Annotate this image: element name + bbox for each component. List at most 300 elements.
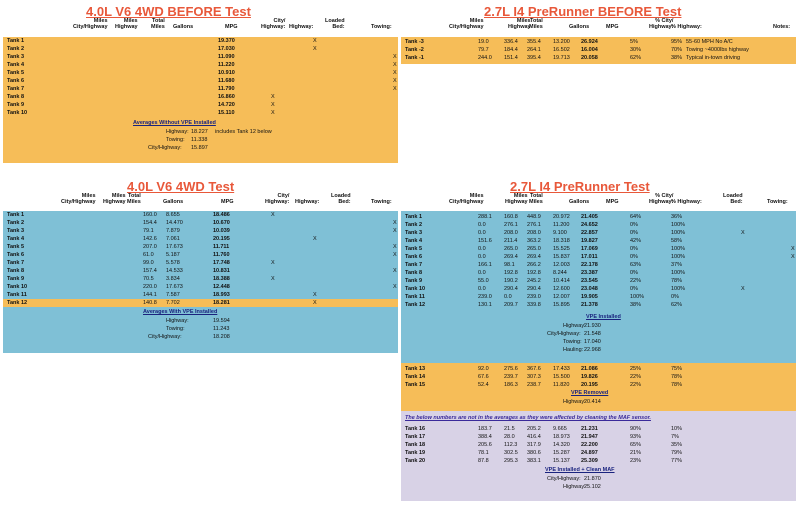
city-mark: X — [271, 102, 275, 108]
tank-label: Tank 1 — [405, 214, 423, 220]
total-miles: 367.6 — [527, 366, 541, 372]
header-mpg: MPG — [606, 199, 619, 205]
gallons: 12.600 — [553, 286, 570, 292]
total-miles: 276.1 — [527, 222, 541, 228]
highway-mark: X — [313, 292, 317, 298]
city-mark: X — [271, 260, 275, 266]
header-total: Total Miles — [151, 18, 165, 30]
table-row — [3, 227, 398, 235]
tank-label: Tank 14 — [405, 374, 426, 380]
total-miles: 265.0 — [527, 246, 541, 252]
avg-label: City/Highway: — [547, 331, 581, 337]
header-highway: Highway: — [295, 199, 320, 205]
mpg-value: 16.860 — [218, 94, 235, 100]
tank-label: Tank -3 — [405, 39, 424, 45]
mpg-value: 18.388 — [213, 276, 230, 282]
table-row — [3, 299, 398, 307]
q3-title: 4.0L V6 4WD Test — [127, 179, 235, 194]
total-miles: 140.8 — [143, 300, 157, 306]
table-row — [3, 219, 398, 227]
avg-label: Towing: — [563, 339, 582, 345]
header-miles_ch: Miles City/Highway — [449, 18, 484, 30]
header-total: Total Miles — [529, 18, 543, 30]
pct-city: 64% — [630, 214, 642, 220]
gallons: 5.578 — [166, 260, 180, 266]
tank-label: Tank 8 — [7, 94, 25, 100]
mpg-value: 21.086 — [581, 366, 598, 372]
table-row — [3, 69, 398, 77]
table-row — [401, 46, 796, 54]
total-miles: 70.5 — [143, 276, 154, 282]
table-row — [401, 261, 796, 269]
mpg-value: 11.760 — [213, 252, 230, 258]
gallons: 11.820 — [553, 382, 570, 388]
highway-mark: X — [313, 38, 317, 44]
mpg-value: 18.281 — [213, 300, 230, 306]
tank-label: Tank 8 — [405, 270, 423, 276]
mpg-value: 17.011 — [581, 254, 598, 260]
tank-label: Tank 6 — [405, 254, 423, 260]
towing-mark: X — [393, 54, 397, 60]
header-gallons: Gallons — [569, 199, 590, 205]
miles-city: 0.0 — [478, 222, 486, 228]
header-towing: Towing: — [371, 24, 392, 30]
city-mark: X — [271, 94, 275, 100]
header-city: City/ Highway: — [265, 193, 290, 205]
gallons: 14.470 — [166, 220, 183, 226]
total-miles: 264.1 — [527, 47, 541, 53]
avg-value: 11.338 — [191, 137, 208, 143]
clean-title: VPE Installed + Clean MAF — [545, 467, 615, 473]
city-mark: X — [271, 212, 275, 218]
towing-mark: X — [393, 228, 397, 234]
tank-label: Tank -1 — [405, 55, 424, 61]
miles-highway: 276.1 — [504, 222, 518, 228]
table-row — [3, 45, 398, 53]
mpg-value: 18.486 — [213, 212, 230, 218]
tank-label: Tank 1 — [7, 212, 25, 218]
towing-mark: X — [791, 246, 795, 252]
header-pct_hw: % Highway: — [671, 24, 702, 30]
gallons: 12.007 — [553, 294, 570, 300]
tank-label: Tank 5 — [7, 70, 25, 76]
pct-highway: 100% — [671, 286, 686, 292]
pct-highway: 100% — [671, 246, 686, 252]
table-row — [3, 267, 398, 275]
vpe-title: VPE Installed — [586, 314, 621, 320]
miles-highway: 336.4 — [504, 39, 518, 45]
pct-highway: 100% — [671, 230, 686, 236]
header-miles_hw: Miles Highway — [505, 193, 528, 205]
q3-table — [3, 211, 398, 353]
tank-label: Tank 18 — [405, 442, 426, 448]
total-miles: 208.0 — [527, 230, 541, 236]
mpg-value: 25.309 — [581, 458, 598, 464]
miles-city: 19.0 — [478, 39, 489, 45]
pct-city: 90% — [630, 426, 642, 432]
gallons: 7.702 — [166, 300, 180, 306]
mpg-value: 14.720 — [218, 102, 235, 108]
table-row — [401, 433, 796, 441]
avg-value: 20.414 — [584, 399, 601, 405]
mpg-value: 23.545 — [581, 278, 598, 284]
removed-title: VPE Removed — [571, 390, 609, 396]
total-miles: 266.2 — [527, 262, 541, 268]
pct-city: 62% — [630, 55, 642, 61]
table-row — [3, 243, 398, 251]
q1-table — [3, 37, 398, 163]
miles-city: 0.0 — [478, 254, 486, 260]
pct-city: 22% — [630, 374, 642, 380]
miles-city: 288.1 — [478, 214, 492, 220]
towing-mark: X — [393, 268, 397, 274]
table-row — [401, 229, 796, 237]
miles-highway: 209.7 — [504, 302, 518, 308]
header-gallons: Gallons — [173, 24, 194, 30]
header-mpg: MPG — [221, 199, 234, 205]
q4-title: 2.7L I4 PreRunner Test — [510, 179, 650, 194]
table-row — [401, 221, 796, 229]
tank-label: Tank 9 — [405, 278, 423, 284]
miles-highway: 211.4 — [504, 238, 518, 244]
pct-city: 93% — [630, 434, 642, 440]
header-total: Total Miles — [529, 193, 543, 205]
avg-label: Highway: — [563, 399, 586, 405]
table-row — [3, 77, 398, 85]
header-pct_city: % City/ Highway: — [649, 193, 674, 205]
mpg-value: 22.857 — [581, 230, 598, 236]
tank-label: Tank 7 — [405, 262, 423, 268]
pct-city: 23% — [630, 458, 642, 464]
pct-highway: 100% — [671, 270, 686, 276]
gallons: 15.137 — [553, 458, 570, 464]
miles-highway: 98.1 — [504, 262, 515, 268]
header-total: Total Miles — [127, 193, 141, 205]
tank-label: Tank 6 — [7, 78, 25, 84]
miles-city: 205.6 — [478, 442, 492, 448]
tank-label: Tank 9 — [7, 276, 25, 282]
loaded-mark: X — [741, 230, 745, 236]
header-miles_hw: Miles Highway — [508, 18, 531, 30]
mpg-value: 11.790 — [218, 86, 235, 92]
table-row — [3, 37, 398, 45]
gallons: 17.433 — [553, 366, 570, 372]
gallons: 15.837 — [553, 254, 570, 260]
mpg-value: 12.448 — [213, 284, 230, 290]
table-row — [401, 381, 796, 389]
gallons: 14.320 — [553, 442, 570, 448]
pct-highway: 75% — [671, 366, 683, 372]
gallons: 8.244 — [553, 270, 567, 276]
mpg-value: 22.200 — [581, 442, 598, 448]
tank-label: Tank 11 — [405, 294, 425, 300]
total-miles: 192.8 — [527, 270, 541, 276]
miles-highway: 160.8 — [504, 214, 518, 220]
mpg-value: 19.905 — [581, 294, 598, 300]
mpg-value: 19.826 — [581, 374, 598, 380]
header-pct_hw: % Highway: — [671, 199, 702, 205]
note: Typical in-town driving — [686, 55, 741, 61]
gallons: 14.533 — [166, 268, 183, 274]
avg-value: 25.102 — [584, 484, 601, 490]
total-miles: 355.4 — [527, 39, 541, 45]
total-miles: 160.0 — [143, 212, 157, 218]
pct-city: 0% — [630, 286, 638, 292]
total-miles: 207.0 — [143, 244, 157, 250]
table-row — [3, 109, 398, 117]
header-loaded: Loaded Bed: — [325, 18, 345, 30]
table-row — [3, 85, 398, 93]
gallons: 12.003 — [553, 262, 570, 268]
tank-label: Tank 16 — [405, 426, 426, 432]
header-miles_hw: Miles Highway — [103, 193, 126, 205]
tank-label: Tank 5 — [7, 244, 25, 250]
mpg-value: 19.827 — [581, 238, 598, 244]
miles-city: 244.0 — [478, 55, 492, 61]
mpg-value: 11.090 — [218, 54, 235, 60]
gallons: 18.973 — [553, 434, 570, 440]
table-row — [401, 285, 796, 293]
mpg-value: 11.220 — [218, 62, 235, 68]
miles-city: 388.4 — [478, 434, 492, 440]
miles-highway: 265.0 — [504, 246, 518, 252]
gallons: 8.655 — [166, 212, 180, 218]
total-miles: 380.6 — [527, 450, 541, 456]
mpg-value: 24.897 — [581, 450, 598, 456]
miles-highway: 0.0 — [504, 294, 512, 300]
miles-city: 67.6 — [478, 374, 489, 380]
pct-city: 30% — [630, 47, 642, 53]
pct-city: 5% — [630, 39, 638, 45]
highway-mark: X — [313, 236, 317, 242]
pct-city: 38% — [630, 302, 642, 308]
avg-value: 21.930 — [584, 323, 601, 329]
tank-label: Tank 10 — [7, 284, 28, 290]
miles-city: 183.7 — [478, 426, 492, 432]
tank-label: Tank 3 — [405, 230, 423, 236]
tank-label: Tank 7 — [7, 260, 25, 266]
header-towing: Towing: — [767, 199, 788, 205]
total-miles: 339.8 — [527, 302, 541, 308]
header-miles_hw: Miles Highway — [115, 18, 138, 30]
table-row — [3, 101, 398, 109]
total-miles: 61.0 — [143, 252, 154, 258]
miles-highway: 290.4 — [504, 286, 518, 292]
pct-city: 0% — [630, 230, 638, 236]
tank-label: Tank 19 — [405, 450, 426, 456]
miles-highway: 239.7 — [504, 374, 518, 380]
avg-value: 15.897 — [191, 145, 208, 151]
pct-highway: 10% — [671, 426, 683, 432]
pct-highway: 78% — [671, 382, 683, 388]
table-row — [3, 259, 398, 267]
tank-label: Tank 7 — [7, 86, 25, 92]
pct-highway: 58% — [671, 238, 683, 244]
miles-highway: 295.3 — [504, 458, 518, 464]
tank-label: Tank 2 — [7, 220, 25, 226]
gallons: 7.061 — [166, 236, 180, 242]
tank-label: Tank 1 — [7, 38, 25, 44]
pct-highway: 70% — [671, 47, 683, 53]
miles-city: 55.0 — [478, 278, 489, 284]
header-pct_city: % City/ Highway: — [649, 18, 674, 30]
miles-city: 0.0 — [478, 230, 486, 236]
towing-mark: X — [393, 284, 397, 290]
mpg-value: 10.670 — [213, 220, 230, 226]
miles-highway: 208.0 — [504, 230, 518, 236]
avg-value: 11.243 — [213, 326, 230, 332]
total-miles: 144.1 — [143, 292, 157, 298]
towing-mark: X — [393, 78, 397, 84]
avg-label: Highway: — [166, 318, 189, 324]
gallons: 18.318 — [553, 238, 570, 244]
q2-table — [401, 37, 796, 64]
pct-highway: 100% — [671, 222, 686, 228]
towing-mark: X — [393, 220, 397, 226]
tank-label: Tank 9 — [7, 102, 25, 108]
total-miles: 239.0 — [527, 294, 541, 300]
towing-mark: X — [393, 70, 397, 76]
header-towing: Towing: — [371, 199, 392, 205]
pct-highway: 37% — [671, 262, 683, 268]
tank-label: Tank 5 — [405, 246, 423, 252]
city-mark: X — [271, 110, 275, 116]
gallons: 15.287 — [553, 450, 570, 456]
pct-highway: 100% — [671, 254, 686, 260]
table-row — [401, 365, 796, 373]
miles-city: 151.6 — [478, 238, 492, 244]
miles-highway: 186.3 — [504, 382, 518, 388]
table-row — [401, 269, 796, 277]
table-row — [401, 54, 796, 62]
gallons: 5.187 — [166, 252, 180, 258]
towing-mark: X — [393, 244, 397, 250]
mpg-value: 23.048 — [581, 286, 598, 292]
tank-label: Tank 6 — [7, 252, 25, 258]
total-miles: 383.1 — [527, 458, 541, 464]
gallons: 7.587 — [166, 292, 180, 298]
avg-value: 18.227 — [191, 129, 208, 135]
mpg-value: 15.110 — [218, 110, 235, 116]
gallons: 7.879 — [166, 228, 180, 234]
header-city: City/ Highway: — [261, 18, 286, 30]
avg-label: City/Highway: — [547, 476, 581, 482]
table-row — [3, 235, 398, 243]
gallons: 15.895 — [553, 302, 570, 308]
avg-label: Towing: — [166, 326, 185, 332]
avg-label: Hauling: — [563, 347, 584, 353]
tank-label: Tank 10 — [7, 110, 28, 116]
table-row — [3, 211, 398, 219]
tank-label: Tank 12 — [7, 300, 28, 306]
avg-value: 21.870 — [584, 476, 601, 482]
tank-label: Tank 3 — [7, 54, 25, 60]
table-row — [3, 283, 398, 291]
towing-mark: X — [393, 252, 397, 258]
tank-label: Tank 17 — [405, 434, 426, 440]
pct-highway: 38% — [671, 55, 683, 61]
pct-highway: 77% — [671, 458, 683, 464]
table-row — [401, 245, 796, 253]
pct-highway: 79% — [671, 450, 683, 456]
mpg-value: 23.387 — [581, 270, 598, 276]
table-row — [3, 93, 398, 101]
q2-title: 2.7L I4 PreRunner BEFORE Test — [484, 4, 682, 19]
mpg-value: 11.680 — [218, 78, 235, 84]
avg-label: City/Highway: — [148, 145, 182, 151]
miles-city: 79.7 — [478, 47, 489, 53]
pct-highway: 78% — [671, 374, 683, 380]
miles-highway: 302.5 — [504, 450, 518, 456]
q1-title: 4.0L V6 4WD BEFORE Test — [86, 4, 251, 19]
pct-city: 25% — [630, 366, 642, 372]
table-row — [401, 277, 796, 285]
total-miles: 416.4 — [527, 434, 541, 440]
total-miles: 245.2 — [527, 278, 541, 284]
table-row — [401, 457, 796, 465]
pct-highway: 95% — [671, 39, 683, 45]
tank-label: Tank 15 — [405, 382, 426, 388]
miles-city: 78.1 — [478, 450, 489, 456]
total-miles: 220.0 — [143, 284, 157, 290]
mpg-value: 16.004 — [581, 47, 598, 53]
mpg-value: 19.370 — [218, 38, 235, 44]
mpg-value: 24.652 — [581, 222, 598, 228]
header-gallons: Gallons — [569, 24, 590, 30]
pct-city: 100% — [630, 294, 645, 300]
pct-city: 42% — [630, 238, 642, 244]
total-miles: 238.7 — [527, 382, 541, 388]
miles-city: 0.0 — [478, 286, 486, 292]
miles-highway: 275.6 — [504, 366, 518, 372]
mpg-value: 21.405 — [581, 214, 598, 220]
gallons: 15.500 — [553, 374, 570, 380]
mpg-value: 20.195 — [581, 382, 598, 388]
mpg-value: 22.178 — [581, 262, 598, 268]
miles-city: 0.0 — [478, 270, 486, 276]
table-row — [401, 237, 796, 245]
tank-label: Tank 8 — [7, 268, 25, 274]
header-miles_ch: Miles City/Highway — [73, 18, 108, 30]
towing-mark: X — [393, 62, 397, 68]
highway-mark: X — [313, 300, 317, 306]
mpg-value: 17.748 — [213, 260, 230, 266]
pct-highway: 36% — [671, 214, 683, 220]
header-notes: Notes: — [773, 24, 791, 30]
avg-title: Averages Without VPE Installed — [133, 120, 216, 126]
table-row — [3, 291, 398, 299]
avg-label: Highway: — [563, 484, 586, 490]
pct-city: 22% — [630, 382, 642, 388]
gallons: 17.673 — [166, 284, 183, 290]
total-miles: 290.4 — [527, 286, 541, 292]
tank-label: Tank 13 — [405, 366, 426, 372]
table-row — [3, 275, 398, 283]
miles-highway: 21.5 — [504, 426, 515, 432]
table-row — [3, 251, 398, 259]
miles-highway: 190.2 — [504, 278, 518, 284]
q4-removed-table — [401, 363, 796, 411]
pct-highway: 35% — [671, 442, 683, 448]
tank-label: Tank 3 — [7, 228, 25, 234]
gallons: 10.414 — [553, 278, 570, 284]
gallons: 9.100 — [553, 230, 567, 236]
header-loaded: Loaded Bed: — [331, 193, 351, 205]
miles-highway: 192.8 — [504, 270, 518, 276]
tank-label: Tank 11 — [7, 292, 27, 298]
avg-value: 19.594 — [213, 318, 230, 324]
mpg-value: 20.195 — [213, 236, 230, 242]
